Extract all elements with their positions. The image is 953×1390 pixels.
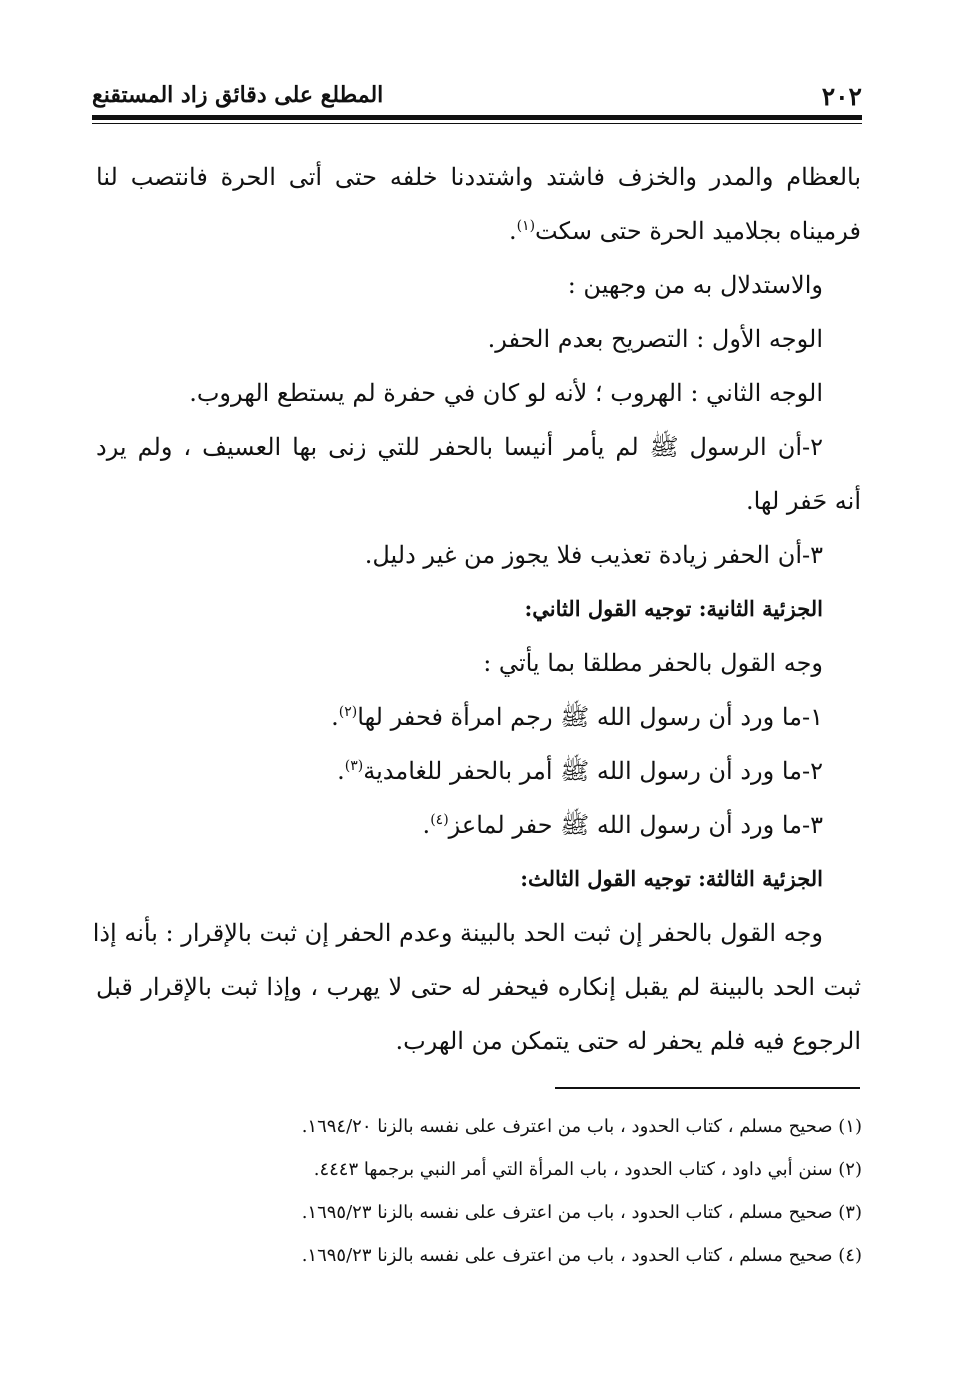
- running-header: [92, 78, 862, 114]
- footnote: (٢) سنن أبي داود ، كتاب الحدود ، باب المرأة التي أمر النبي برجمها ٤٤٤٣.: [313, 1159, 862, 1180]
- text-line: الوجه الثاني : الهروب ؛ لأنه لو كان في حفرة لم يستطع الهروب.: [189, 379, 823, 407]
- text-line: بالعظام والمدر والخزف فاشتد واشتددنا خلفه حتى أتى الحرة فانتصب لنا: [96, 163, 861, 191]
- footnote: (١) صحيح مسلم ، كتاب الحدود ، باب من اعترف على نفسه بالزنا ١٦٩٤/٢٠.: [301, 1116, 862, 1137]
- page-number: ٢٠٢: [821, 82, 862, 111]
- text-fragment: فرميناه بجلاميد الحرة حتى سكت: [535, 217, 861, 245]
- main-text: [92, 150, 861, 1068]
- text-fragment: .: [508, 217, 517, 245]
- text-line: ٢-أن الرسول ﷺ لم يأمر أنيسا بالحفر للتي زنى بها العسيف ، ولم يرد: [96, 433, 823, 461]
- footnote-ref: (٤): [430, 812, 449, 828]
- footnote: (٤) صحيح مسلم ، كتاب الحدود ، باب من اعترف على نفسه بالزنا ١٦٩٥/٢٣.: [301, 1245, 862, 1266]
- section-heading: الجزئية الثانية: توجيه القول الثاني:: [524, 596, 823, 621]
- footnotes: [150, 1105, 862, 1277]
- footnote-ref: (١): [516, 218, 536, 234]
- footnote-ref: (٣): [344, 758, 364, 774]
- text-fragment: .: [422, 811, 431, 839]
- text-line: ٣-أن الحفر زيادة تعذيب فلا يجوز من غير دليل.: [364, 541, 823, 569]
- book-title: المطلع على دقائق زاد المستقنع: [92, 82, 384, 108]
- text-line: [96, 798, 861, 852]
- text-line: ثبت الحد بالبينة لم يقبل إنكاره فيحفر له حتى لا يهرب ، وإذا ثبت بالإقرار قبل: [96, 973, 861, 1001]
- footnote-ref: (٢): [338, 704, 358, 720]
- text-fragment: ٣-ما ورد أن رسول الله ﷺ حفر لماعز: [448, 811, 823, 839]
- text-fragment: .: [331, 703, 339, 731]
- text-line: [96, 690, 861, 744]
- text-line: [96, 744, 861, 798]
- text-line: وجه القول بالحفر مطلقا بما يأتي :: [483, 649, 823, 677]
- header-rule-thin: [92, 123, 862, 124]
- text-fragment: ٢-ما ورد أن رسول الله ﷺ أمر بالحفر للغامدية: [363, 757, 823, 785]
- text-fragment: ١-ما ورد أن رسول الله ﷺ رجم امرأة فحفر لها: [357, 703, 823, 731]
- text-line: الوجه الأول : التصريح بعدم الحفر.: [487, 325, 823, 353]
- text-fragment: .: [337, 757, 345, 785]
- text-line: والاستدلال به من وجهين :: [567, 271, 823, 299]
- text-line: وجه القول بالحفر إن ثبت الحد بالبينة وعدم الحفر إن ثبت بالإقرار : بأنه إذا: [92, 919, 823, 947]
- footnote-separator: [555, 1087, 860, 1089]
- text-line: أنه حَفر لها.: [745, 487, 861, 515]
- section-heading: الجزئية الثالثة: توجيه القول الثالث:: [520, 866, 823, 891]
- header-rule-thick: [92, 115, 862, 120]
- footnote: (٣) صحيح مسلم ، كتاب الحدود ، باب من اعترف على نفسه بالزنا ١٦٩٥/٢٣.: [301, 1202, 862, 1223]
- text-line: [96, 204, 861, 258]
- text-line: الرجوع فيه فلم يحفر له حتى يتمكن من الهرب.: [395, 1027, 861, 1055]
